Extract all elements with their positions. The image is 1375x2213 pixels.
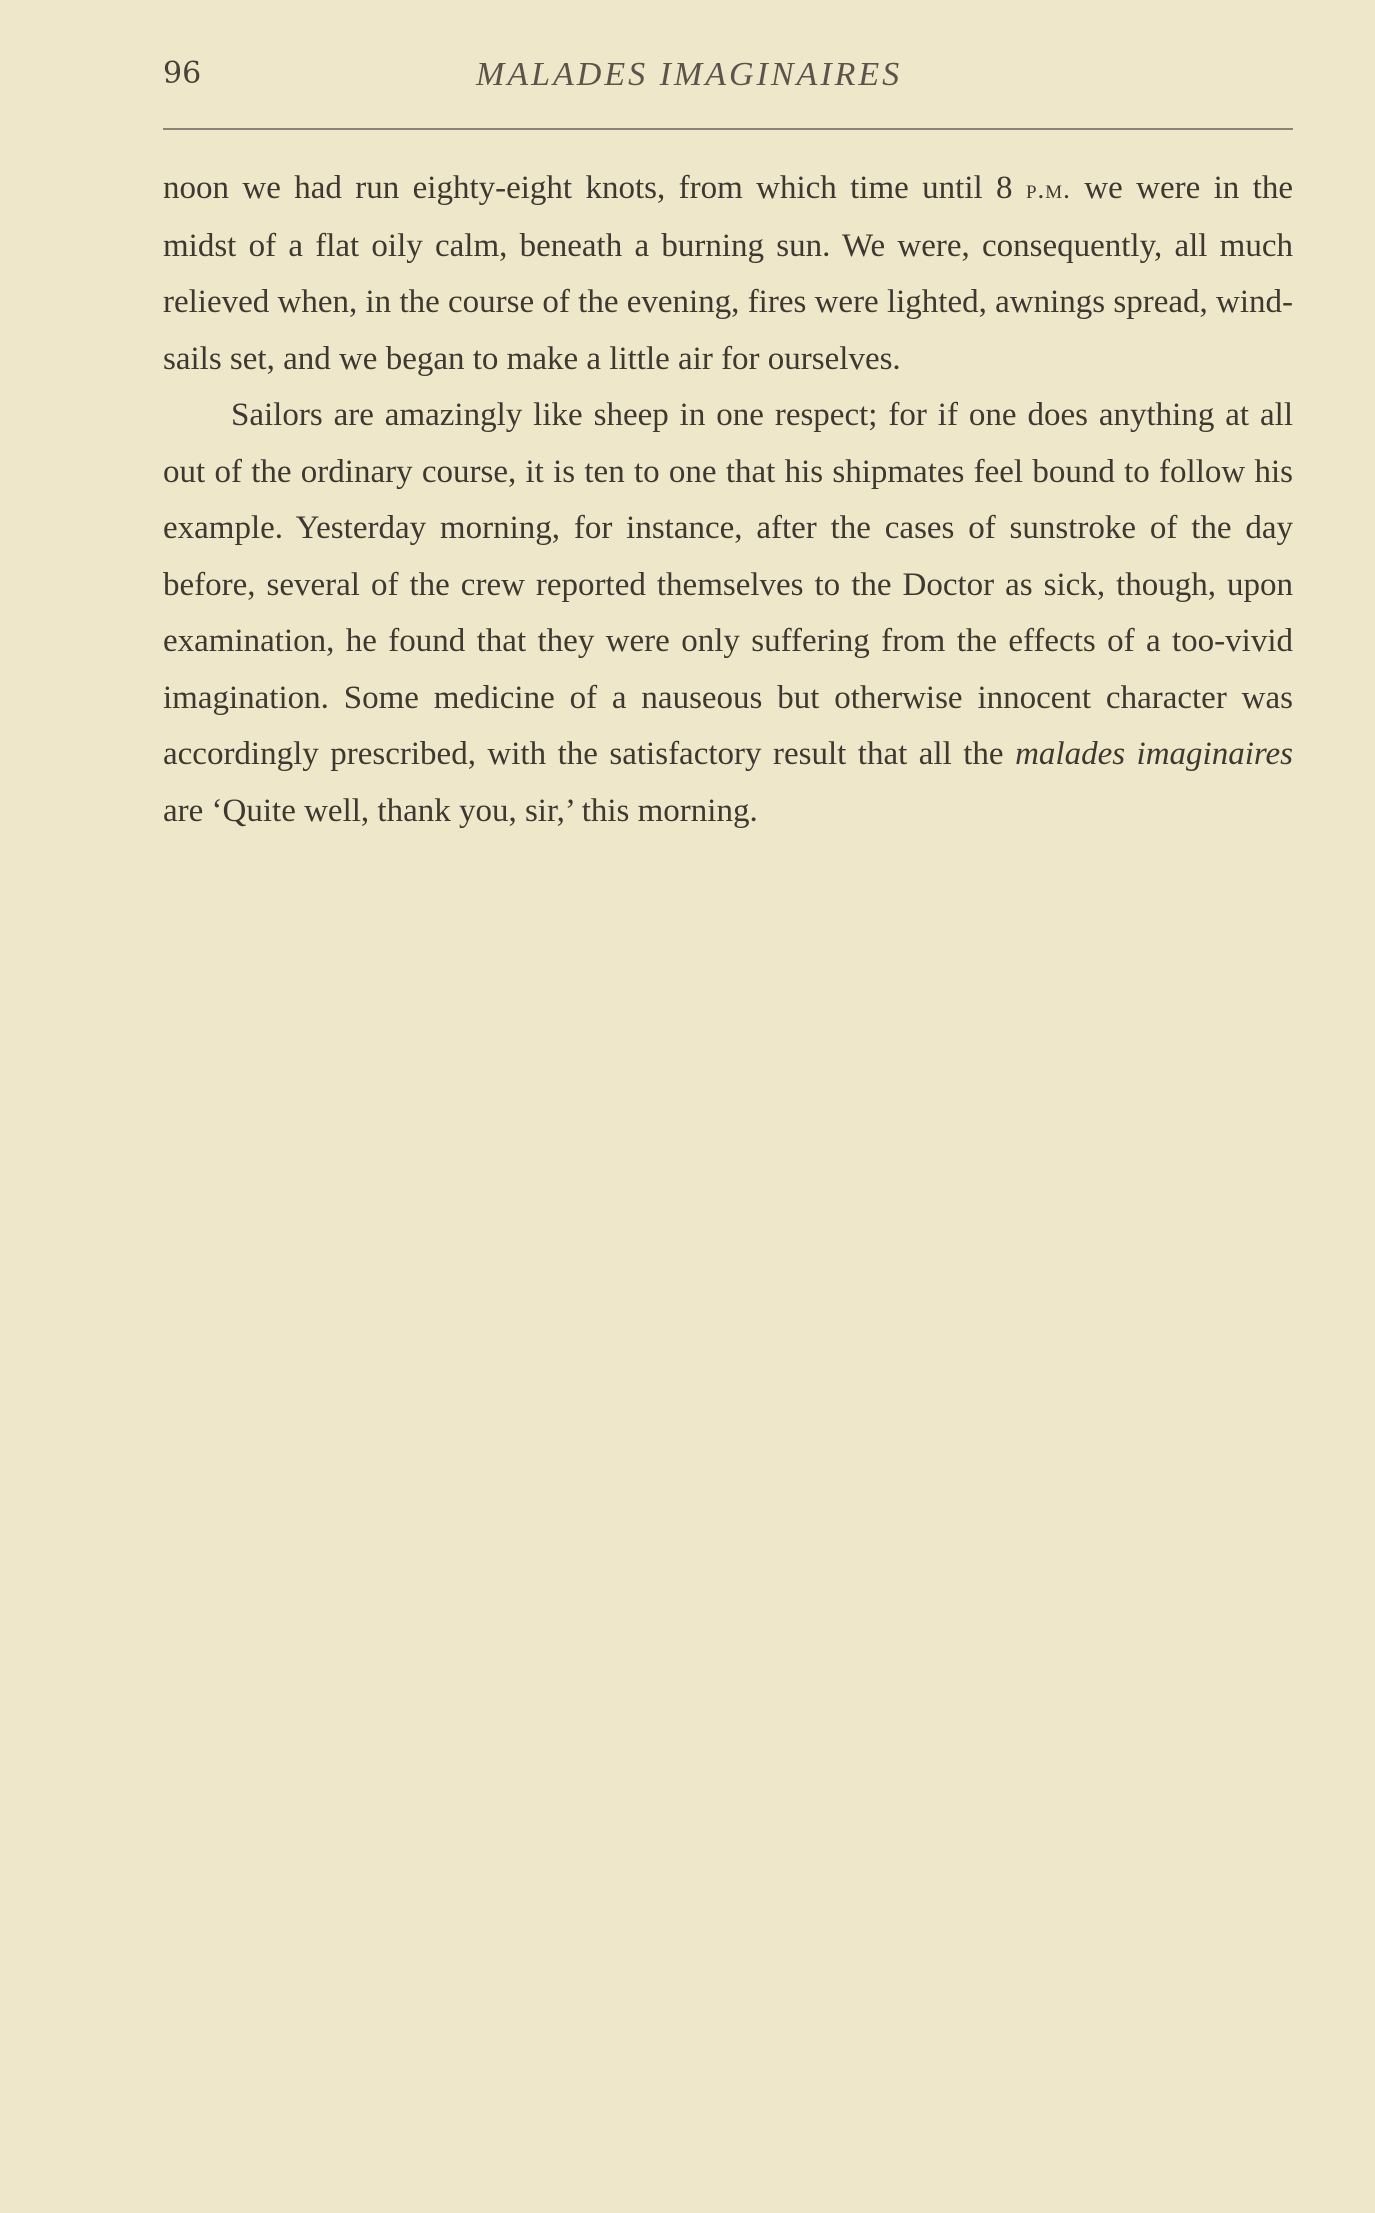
page-number: 96 <box>163 56 202 91</box>
italic-phrase: malades imaginaires <box>1015 736 1294 772</box>
paragraph-2 <box>163 387 1293 839</box>
paragraph-1-text-a: noon we had run eighty-eight knots, from which time until 8 <box>163 170 1026 206</box>
body-text <box>163 160 1293 839</box>
paragraph-1 <box>163 160 1293 387</box>
page-header <box>163 56 1293 106</box>
paragraph-2-text-a: Sailors are amazingly like sheep in one respect; for if one does anything at all out of the ordinary course, it is ten to one that his shipmates feel bound to follow his example. Yesterday morning, for instance, after the cases of sunstroke of the day before, several of the crew reported themselves to the Doctor as sick, though, upon examination, he found that they were only suffering from the effects of a too-vivid imagination. Some medicine of a nauseous but otherwise innocent character was accordingly prescribed, with the satisfactory result that all the <box>163 397 1293 772</box>
paragraph-1-text-b: we were in the midst of a flat oily calm, beneath a burning sun. We were, consequently, all much relieved when, in the course of the evening, fires were lighted, awnings spread, wind-sails set, and we began to make a little air for ourselves. <box>163 170 1293 377</box>
header-rule <box>163 128 1293 130</box>
running-title: MALADES IMAGINAIRES <box>476 56 903 93</box>
paragraph-2-text-b: are ‘Quite well, thank you, sir,’ this morning. <box>163 792 758 829</box>
pm-abbreviation: p.m. <box>1025 174 1071 204</box>
